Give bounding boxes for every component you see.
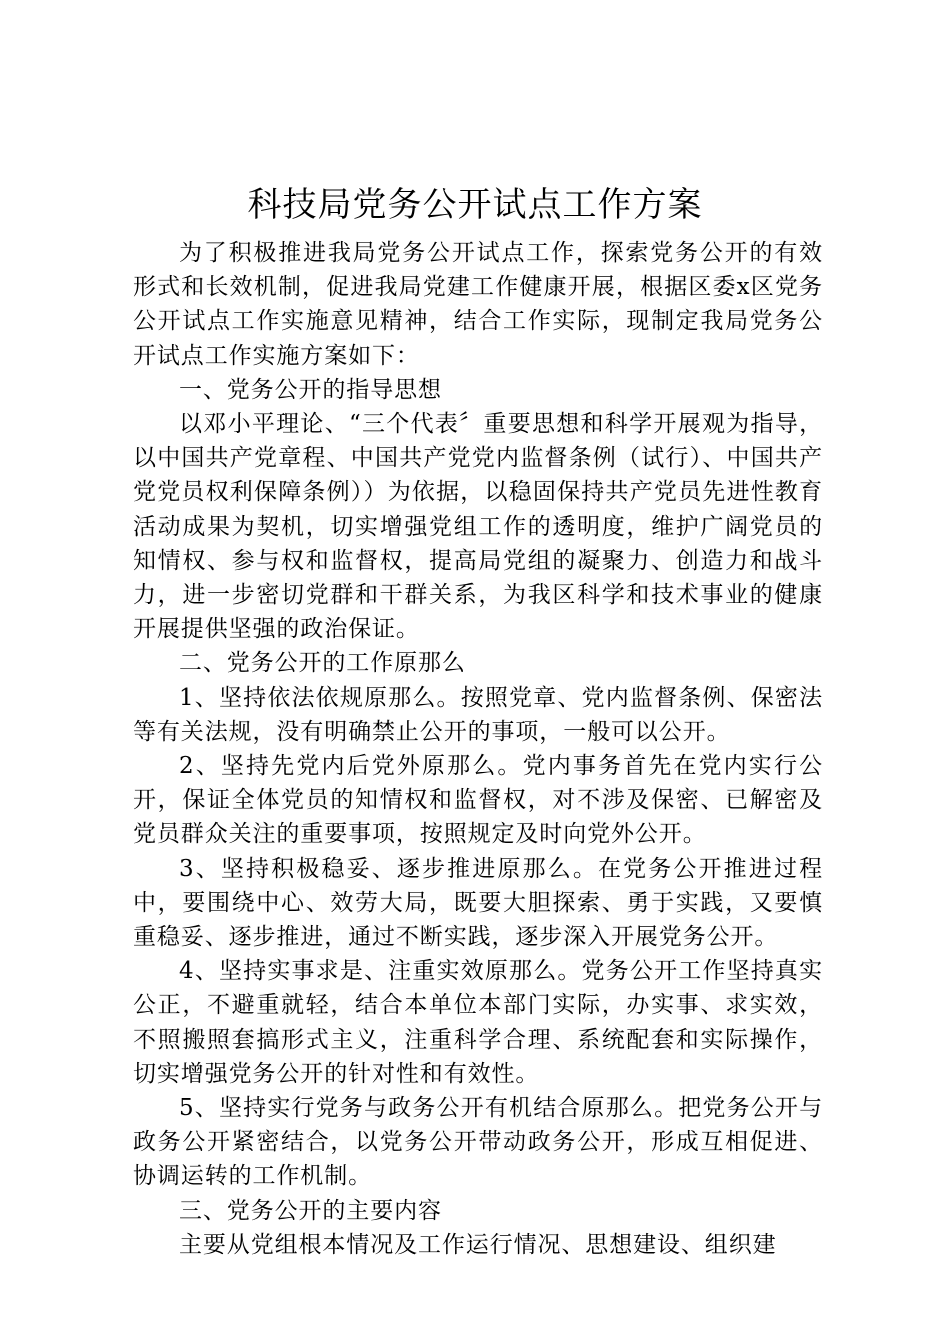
principle-5-paragraph: 5、坚持实行党务与政务公开有机结合原那么。把党务公开与政务公开紧密结合，以党务公开带动政务公开，形成互相促进、协调运转的工作机制。 [133, 1095, 823, 1190]
section-heading-guiding-ideology: 一、党务公开的指导思想 [179, 376, 442, 403]
document-title: 科技局党务公开试点工作方案 [247, 185, 703, 225]
guiding-ideology-paragraph: 以邓小平理论、“三个代表〞重要思想和科学开展观为指导，以中国共产党章程、中国共产党党内监督条例（试行）、中国共产党党员权利保障条例））为依据，以稳固保持共产党员先进性教育活动成果为契机，切实增强党组工作的透明度，维护广阔党员的知情权、参与权和监督权，提高局党组的凝聚力、创造力和战斗力，进一步密切党群和干群关系，为我区科学和技术事业的健康开展提供坚强的政治保证。 [133, 411, 823, 643]
principle-2-paragraph: 2、坚持先党内后党外原那么。党内事务首先在党内实行公开，保证全体党员的知情权和监督权，对不涉及保密、已解密及党员群众关注的重要事项，按照规定及时向党外公开。 [133, 753, 823, 848]
document-body [133, 236, 823, 1262]
principle-4-paragraph: 4、坚持实事求是、注重实效原那么。党务公开工作坚持真实公正，不避重就轻，结合本单位本部门实际，办实事、求实效，不照搬照套搞形式主义，注重科学合理、系统配套和实际操作，切实增强党务公开的针对性和有效性。 [133, 958, 823, 1087]
section-heading-work-principles: 二、党务公开的工作原那么 [179, 650, 466, 677]
intro-paragraph: 为了积极推进我局党务公开试点工作，探索党务公开的有效形式和长效机制，促进我局党建工作健康开展，根据区委x区党务公开试点工作实施意见精神，结合工作实际，现制定我局党务公开试点工作实施方案如下： [133, 240, 823, 369]
principle-3-paragraph: 3、坚持积极稳妥、逐步推进原那么。在党务公开推进过程中，要围绕中心、效劳大局，既要大胆探索、勇于实践，又要慎重稳妥、逐步推进，通过不断实践，逐步深入开展党务公开。 [133, 855, 823, 951]
principle-1-paragraph: 1、坚持依法依规原那么。按照党章、党内监督条例、保密法等有关法规，没有明确禁止公开的事项，一般可以公开。 [133, 684, 823, 745]
section-heading-main-content: 三、党务公开的主要内容 [179, 1197, 442, 1224]
main-content-paragraph: 主要从党组根本情况及工作运行情况、思想建设、组织建 [179, 1231, 777, 1258]
